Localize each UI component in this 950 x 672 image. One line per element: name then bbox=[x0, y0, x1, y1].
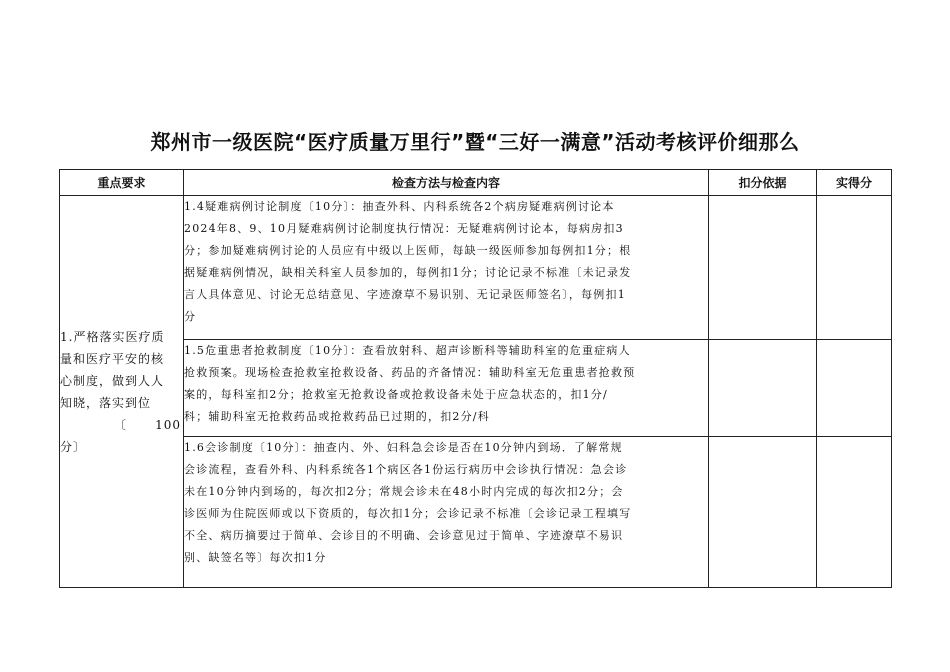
deduction-basis-cell[interactable] bbox=[709, 437, 817, 588]
key-points-bracket: 〔 bbox=[114, 417, 128, 432]
key-points-value: 100 bbox=[155, 417, 181, 432]
content-line: 抢救预案。现场检查抢救室抢救设备、药品的齐备情况：辅助科室无危重患者抢救预 bbox=[184, 366, 636, 379]
key-requirement-line: 知晓，落实到位 bbox=[60, 395, 152, 410]
content-line: 分 bbox=[184, 310, 197, 323]
content-line: 1.4疑难病例讨论制度〔10分〕：抽查外科、内科系统各2个病房疑难病例讨论本 bbox=[184, 200, 615, 213]
table-row bbox=[60, 340, 892, 437]
key-requirement-line: 1.严格落实医疗质 bbox=[60, 329, 165, 344]
key-points-line bbox=[60, 414, 183, 436]
key-requirement-line: 心制度，做到人人 bbox=[60, 373, 165, 388]
content-line: 1.5危重患者抢救制度〔10分〕：查看放射科、超声诊断科等辅助科室的危重症病人 bbox=[184, 344, 631, 357]
header-key-requirement: 重点要求 bbox=[60, 170, 184, 196]
method-content-cell bbox=[184, 340, 709, 437]
content-line: 1.6会诊制度〔10分〕：抽查内、外、妇科急会诊是否在10分钟内到场．了解常规 bbox=[184, 441, 623, 454]
method-content-cell bbox=[184, 196, 709, 340]
actual-score-cell[interactable] bbox=[817, 437, 892, 588]
document-title: 郑州市一级医院“医疗质量万里行”暨“三好一满意”活动考核评价细那么 bbox=[150, 130, 800, 154]
deduction-basis-cell[interactable] bbox=[709, 340, 817, 437]
content-line: 据疑难病例情况，缺相关科室人员参加的，每例扣1分；讨论记录不标准〔未记录发 bbox=[184, 266, 632, 279]
content-line: 分；参加疑难病例讨论的人员应有中级以上医师，每缺一级医师参加每例扣1分；根 bbox=[184, 244, 632, 257]
content-line: 言人具体意见、讨论无总结意见、字迹潦草不易识别、无记录医师签名〕，每例扣1 bbox=[184, 288, 626, 301]
header-method-content: 检查方法与检查内容 bbox=[184, 170, 709, 196]
method-content-cell bbox=[184, 437, 709, 588]
content-line: 别、缺签名等〕每次扣1分 bbox=[184, 551, 327, 564]
header-actual-score: 实得分 bbox=[817, 170, 892, 196]
table-header-row bbox=[60, 170, 892, 196]
content-line: 诊医师为住院医师或以下资质的，每次扣1分；会诊记录不标准〔会诊记录工程填写 bbox=[184, 507, 632, 520]
content-line: 未在10分钟内到场的，每次扣2分；常规会诊未在48小时内完成的每次扣2分；会 bbox=[184, 485, 624, 498]
content-line: 案的，每科室扣2分；抢救室无抢救设备或抢救设备未处于应急状态的，扣1分/ bbox=[184, 388, 608, 401]
key-requirement-line: 量和医疗平安的核 bbox=[60, 351, 165, 366]
actual-score-cell[interactable] bbox=[817, 340, 892, 437]
key-points-unit: 分〕 bbox=[60, 439, 87, 454]
assessment-table bbox=[59, 169, 892, 588]
key-requirement-cell bbox=[60, 196, 184, 588]
table-row bbox=[60, 437, 892, 588]
content-line: 2024年8、9、10月疑难病例讨论制度执行情况：无疑难病例讨论本，每病房扣3 bbox=[184, 222, 624, 235]
content-line: 不全、病历摘要过于简单、会诊目的不明确、会诊意见过于简单、字迹潦草不易识 bbox=[184, 529, 624, 542]
deduction-basis-cell[interactable] bbox=[709, 196, 817, 340]
table-row bbox=[60, 196, 892, 340]
content-line: 会诊流程，查看外科、内科系统各1个病区各1份运行病历中会诊执行情况：急会诊 bbox=[184, 463, 628, 476]
actual-score-cell[interactable] bbox=[817, 196, 892, 340]
content-line: 科；辅助科室无抢救药品或抢救药品已过期的，扣2分/科 bbox=[184, 410, 490, 423]
header-deduction-basis: 扣分依据 bbox=[709, 170, 817, 196]
